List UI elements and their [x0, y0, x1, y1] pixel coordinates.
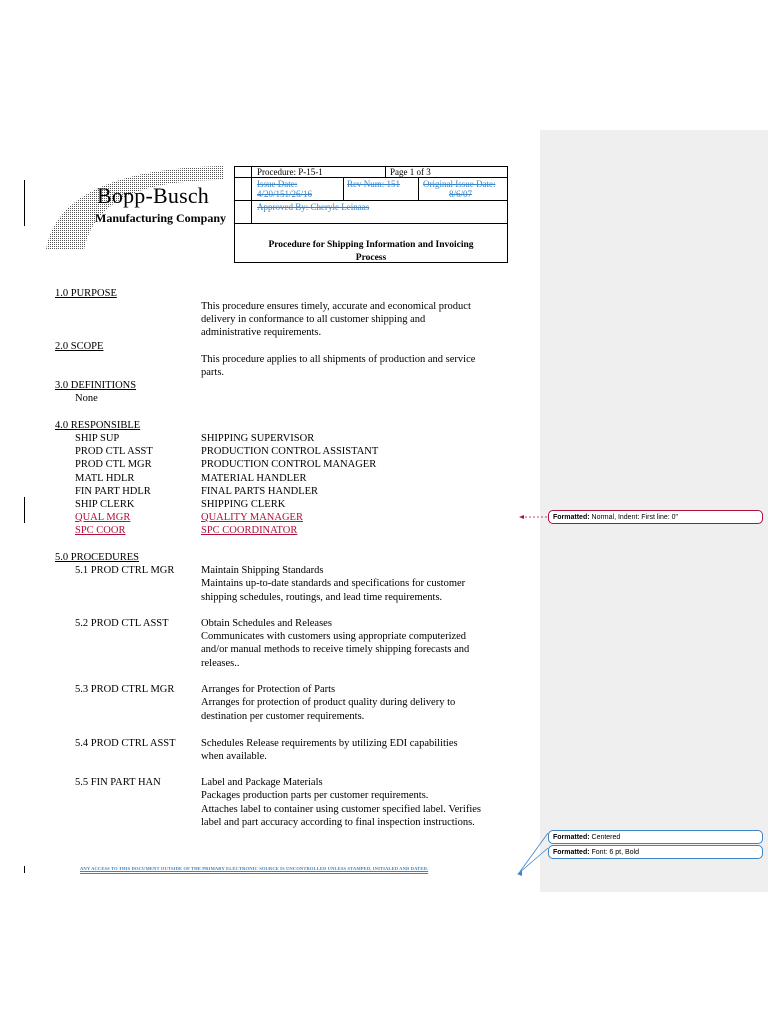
step-line: Arranges for protection of product quality during delivery to — [201, 697, 456, 708]
responsible-full: PRODUCTION CONTROL ASSISTANT — [201, 446, 379, 457]
step-line: when available. — [201, 751, 267, 762]
step-title: Maintain Shipping Standards — [201, 565, 324, 576]
responsible-abbr: PROD CTL ASST — [75, 446, 153, 457]
responsible-full: MATERIAL HANDLER — [201, 473, 307, 484]
scope-line: parts. — [201, 367, 225, 378]
step-line: and/or manual methods to receive timely shipping forecasts and — [201, 644, 470, 655]
step-number: 5.2 PROD CTL ASST — [75, 618, 169, 629]
responsible-full: PRODUCTION CONTROL MANAGER — [201, 459, 377, 470]
responsible-abbr-inserted: QUAL MGR — [75, 512, 131, 523]
formatting-balloon[interactable] — [548, 830, 763, 844]
step-line: shipping schedules, routings, and lead time requirements. — [201, 592, 443, 603]
balloon-text: Font: 6 pt, Bold — [589, 849, 639, 856]
step-line: Attaches label to container using customer specified label. Verifies — [201, 804, 482, 815]
balloon-label: Formatted: — [553, 834, 590, 841]
step-title: Label and Package Materials — [201, 777, 323, 788]
procedures-heading: 5.0 PROCEDURES — [55, 552, 140, 563]
step-title: Obtain Schedules and Releases — [201, 618, 332, 629]
responsible-abbr: MATL HDLR — [75, 473, 135, 484]
original-issue-label: Original Issue Date: — [423, 179, 496, 189]
footer-notice: ANY ACCESS TO THIS DOCUMENT OUTSIDE OF THE PRIMARY ELECTRONIC SOURCE IS UNCONTROLLED UNLESS STAMPED, INITIALED AND DATED. — [80, 866, 429, 871]
responsible-abbr: SHIP CLERK — [75, 499, 135, 510]
step-line: releases.. — [201, 658, 240, 669]
scope-heading: 2.0 SCOPE — [55, 341, 104, 352]
responsible-full-inserted: SPC COORDINATOR — [201, 525, 298, 536]
step-line: Maintains up-to-date standards and specifications for customer — [201, 578, 466, 589]
definitions-heading: 3.0 DEFINITIONS — [55, 380, 137, 391]
responsible-abbr: FIN PART HDLR — [75, 486, 151, 497]
purpose-line: administrative requirements. — [201, 327, 322, 338]
step-title: Schedules Release requirements by utilizing EDI capabilities — [201, 738, 458, 749]
logo-subtitle: Manufacturing Company — [95, 211, 227, 225]
change-bar — [24, 497, 25, 523]
balloon-connectors — [515, 505, 555, 885]
purpose-heading: 1.0 PURPOSE — [55, 288, 117, 299]
formatting-balloon[interactable] — [548, 845, 763, 859]
logo-name: Bopp-Busch — [97, 183, 209, 208]
responsible-full-inserted: QUALITY MANAGER — [201, 512, 303, 523]
step-number: 5.5 FIN PART HAN — [75, 777, 161, 788]
responsible-heading: 4.0 RESPONSIBLE — [55, 420, 141, 431]
procedure-number: Procedure: P-15-1 — [257, 167, 323, 177]
step-line: label and part accuracy according to final inspection instructions. — [201, 817, 475, 828]
formatting-balloon[interactable] — [548, 510, 763, 524]
step-number: 5.4 PROD CTRL ASST — [75, 738, 176, 749]
approved-by: Approved By: Cheryle Leinaas — [257, 202, 370, 212]
procedure-title-line: Procedure for Shipping Information and Invoicing — [268, 240, 474, 250]
procedure-header-table — [234, 166, 508, 263]
procedure-title-line: Process — [355, 253, 387, 263]
responsible-abbr: PROD CTL MGR — [75, 459, 152, 470]
original-issue-value: 8/6/07 — [449, 189, 473, 199]
responsible-abbr-inserted: SPC COOR — [75, 525, 126, 536]
definitions-value: None — [75, 393, 98, 404]
change-bar — [24, 180, 25, 226]
responsible-abbr: SHIP SUP — [75, 433, 120, 444]
balloon-label: Formatted: — [553, 514, 590, 521]
step-title: Arranges for Protection of Parts — [201, 684, 336, 695]
step-number: 5.1 PROD CTRL MGR — [75, 565, 175, 576]
step-number: 5.3 PROD CTRL MGR — [75, 684, 175, 695]
balloon-label: Formatted: — [553, 849, 590, 856]
responsible-full: FINAL PARTS HANDLER — [201, 486, 319, 497]
issue-date-value: 4/20/151/26/16 — [257, 189, 313, 199]
issue-date-label: Issue Date: — [257, 179, 298, 189]
page-count: Page 1 of 3 — [390, 167, 431, 177]
purpose-line: This procedure ensures timely, accurate and economical product — [201, 301, 471, 312]
step-line: destination per customer requirements. — [201, 711, 365, 722]
procedure-title — [235, 239, 507, 265]
scope-line: This procedure applies to all shipments of production and service — [201, 354, 476, 365]
balloon-text: Normal, Indent: First line: 0" — [589, 514, 679, 521]
step-line: Packages production parts per customer requirements. — [201, 790, 429, 801]
responsible-full: SHIPPING SUPERVISOR — [201, 433, 315, 444]
rev-num: Rev Num: 151 — [347, 179, 400, 189]
balloon-text: Centered — [589, 834, 621, 841]
responsible-full: SHIPPING CLERK — [201, 499, 286, 510]
change-bar — [24, 866, 25, 873]
purpose-line: delivery in conformance to all customer shipping and — [201, 314, 426, 325]
step-line: Communicates with customers using appropriate computerized — [201, 631, 467, 642]
